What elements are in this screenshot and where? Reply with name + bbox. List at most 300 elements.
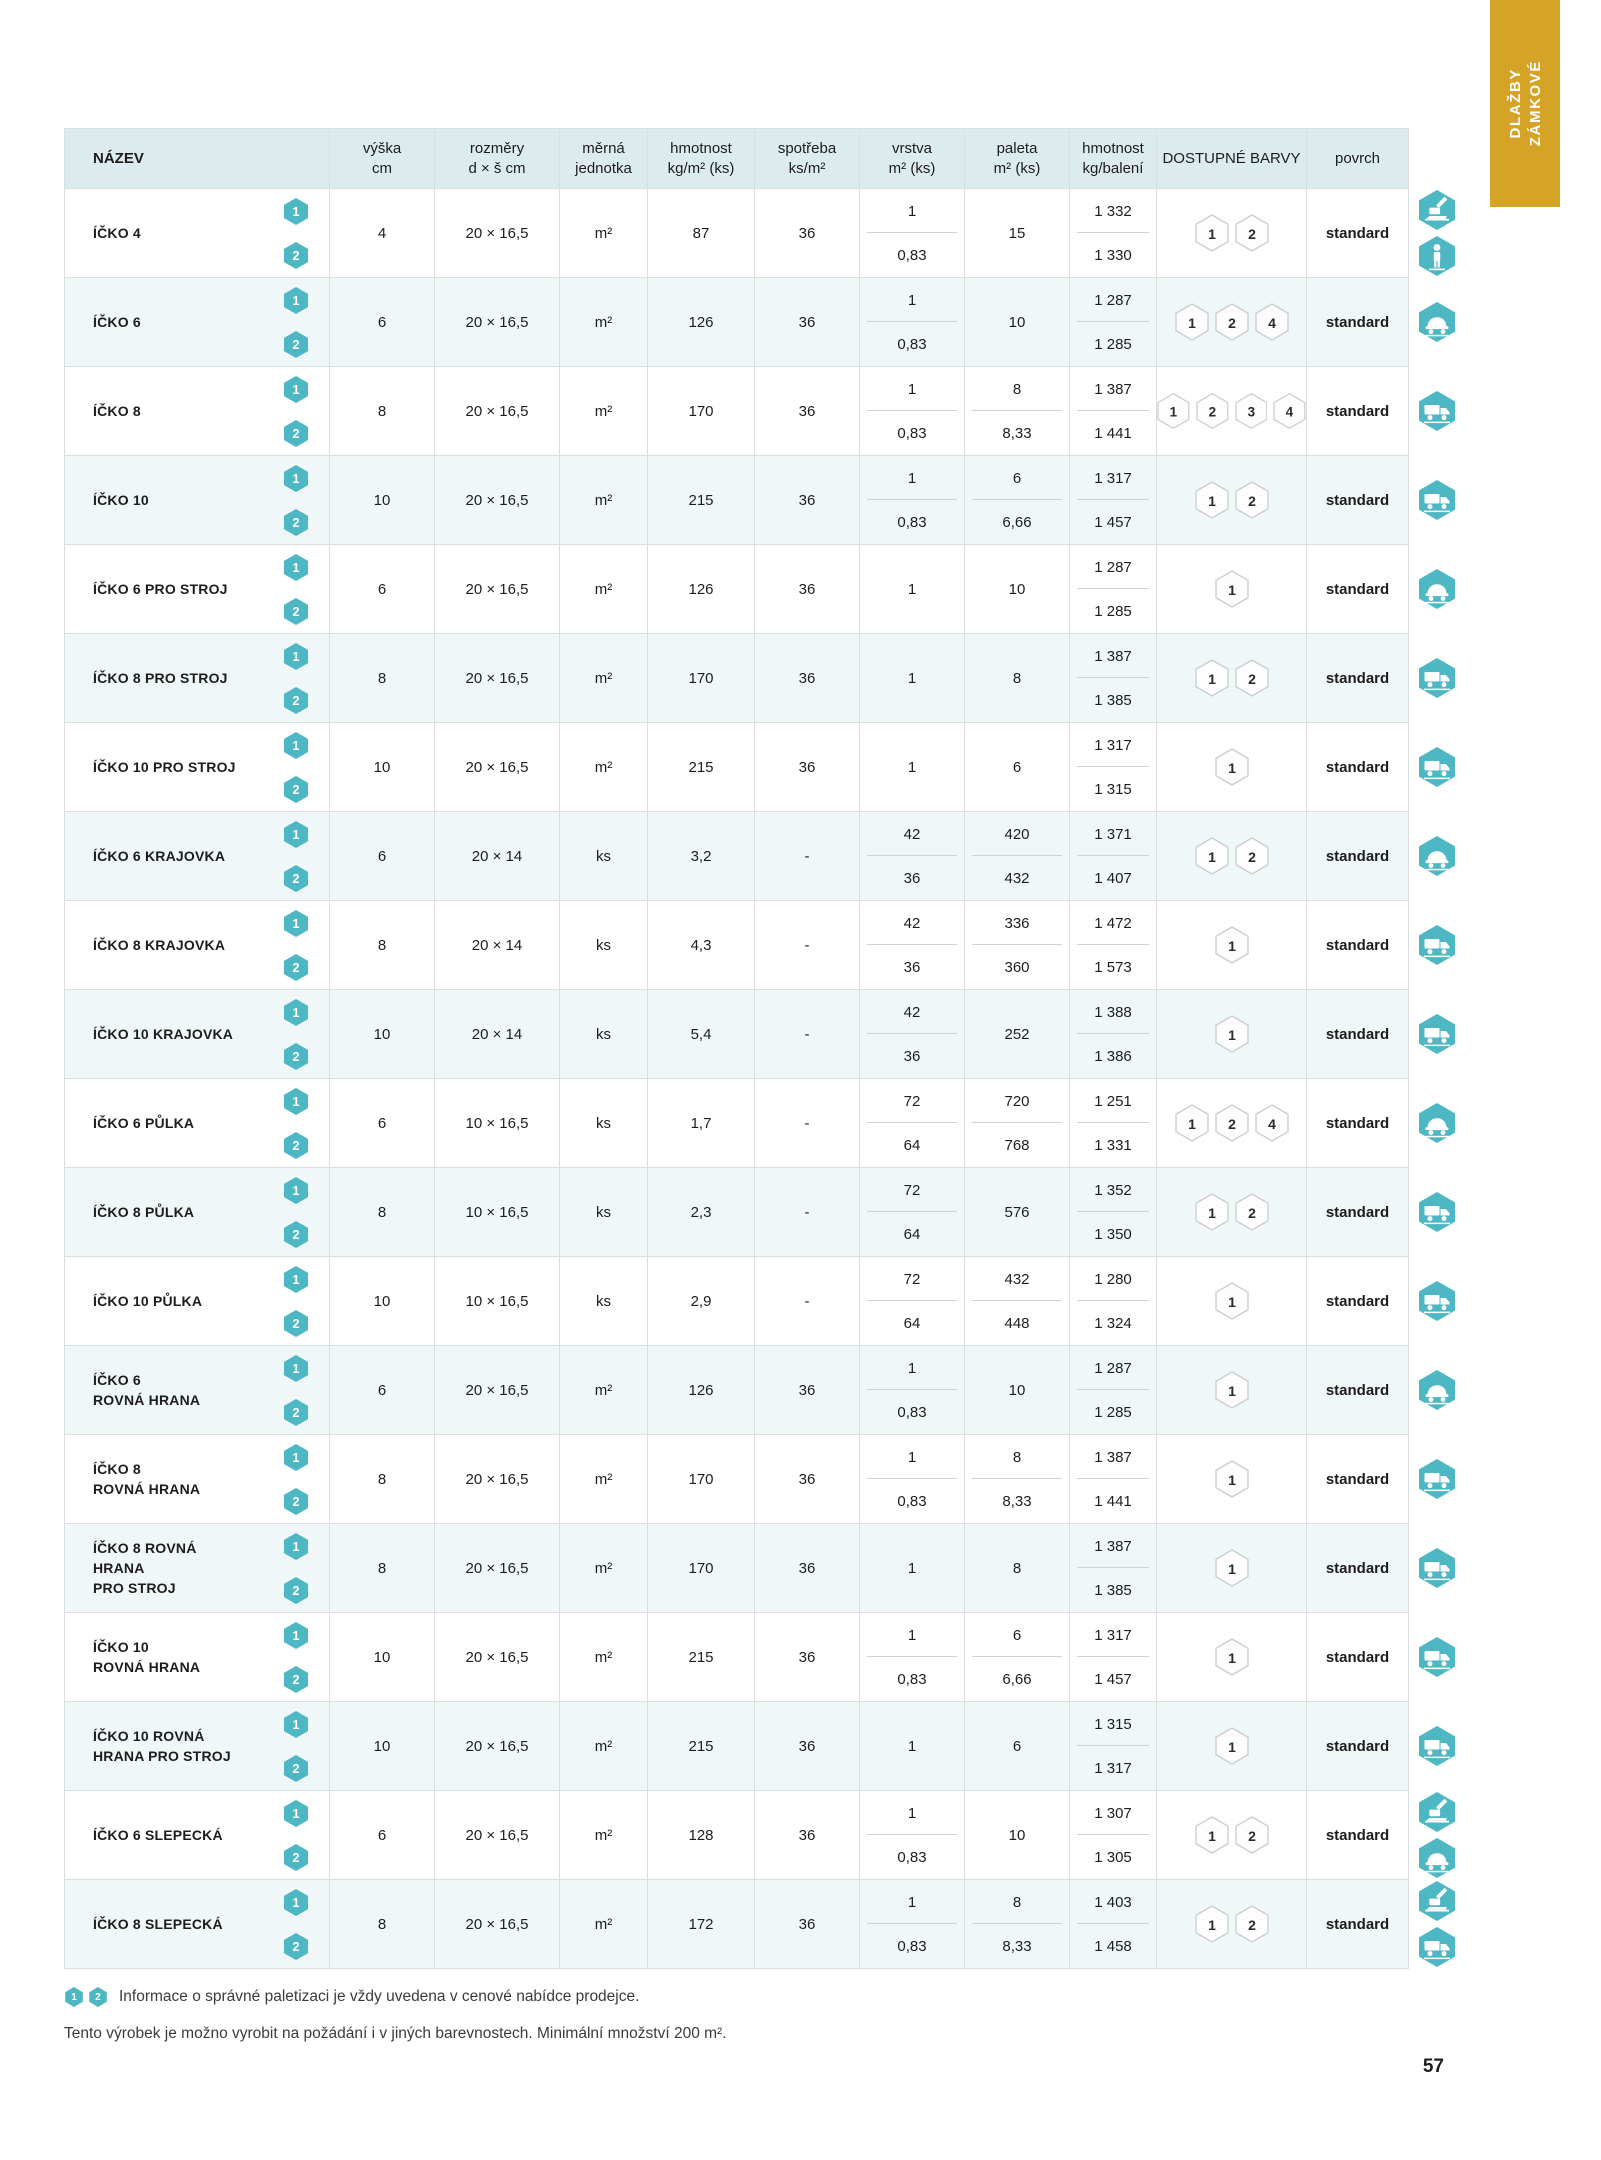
cell-vrstva-value: 1 — [907, 1559, 917, 1577]
product-name: ÍČKO 4 — [93, 224, 141, 241]
cell-hmotnost-value: 126 — [688, 580, 714, 598]
col-header-paleta: paleta m² (ks) — [965, 129, 1070, 188]
cell-hmotnost — [648, 1880, 755, 1968]
cell-jednotka — [560, 1346, 648, 1434]
cell-spotreba — [755, 1346, 860, 1434]
load-class-icons — [1418, 1346, 1456, 1434]
cell-spotreba — [755, 901, 860, 989]
load-class-icons — [1418, 278, 1456, 366]
cell-hmotnost — [648, 1524, 755, 1612]
svg-text:2: 2 — [1247, 671, 1256, 687]
color-hexagon-1 — [1157, 392, 1190, 430]
cell-jednotka-value: m² — [594, 313, 613, 331]
cell-spotreba-value: 36 — [798, 1915, 816, 1933]
cell-paleta-sub1: 420 — [965, 812, 1069, 856]
svg-text:1: 1 — [292, 1005, 300, 1020]
svg-text:2: 2 — [292, 426, 300, 441]
cell-vrstva-sub1: 1 — [860, 1346, 964, 1390]
svg-text:1: 1 — [1227, 1472, 1236, 1488]
cell-povrch-value: standard — [1325, 491, 1390, 509]
cell-hmotnost-value: 215 — [688, 1648, 714, 1666]
cell-vyska-value: 4 — [377, 224, 387, 242]
cell-vrstva — [860, 1524, 965, 1612]
svg-text:4: 4 — [1267, 315, 1276, 331]
color-hexagon-1 — [1215, 1015, 1249, 1053]
svg-text:1: 1 — [292, 1717, 300, 1732]
palet-badge-2-icon — [283, 330, 309, 359]
cell-vyska-value: 6 — [377, 580, 387, 598]
color-hexagon-2 — [1215, 303, 1249, 341]
cell-rozmery-value: 20 × 16,5 — [465, 758, 529, 776]
palet-badge-2-icon — [283, 864, 309, 893]
footnotes — [64, 1986, 727, 2043]
cell-jednotka — [560, 812, 648, 900]
cell-vyska-value: 10 — [373, 1025, 391, 1043]
cell-vyska-value: 6 — [377, 1826, 387, 1844]
palet-badge-1-icon — [283, 375, 309, 404]
cell-povrch — [1307, 367, 1408, 455]
palet-badges — [283, 1880, 309, 1968]
color-hexagon-2 — [1235, 1905, 1269, 1943]
svg-text:2: 2 — [1247, 1917, 1256, 1933]
table-row-íčko-4 — [65, 188, 1408, 277]
cell-paleta-value: 8 — [1012, 1559, 1022, 1577]
cell-vyska-value: 8 — [377, 936, 387, 954]
product-name: ÍČKO 10 KRAJOVKA — [93, 1025, 234, 1042]
cell-paleta — [965, 1168, 1070, 1256]
cell-spotreba — [755, 1791, 860, 1879]
svg-text:1: 1 — [1187, 1116, 1196, 1132]
cell-vrstva-sub2: 0,83 — [897, 1937, 927, 1955]
palet-badges — [283, 189, 309, 277]
palet-badges — [283, 723, 309, 811]
table-row-íčko-8-půlka — [65, 1167, 1408, 1256]
cell-jednotka — [560, 901, 648, 989]
cell-baleni-sub2: 1 317 — [1094, 1759, 1132, 1777]
color-hexagon-1 — [1195, 659, 1229, 697]
cell-hmotnost-value: 1,7 — [690, 1114, 712, 1132]
table-row-íčko-6-pro-stroj — [65, 544, 1408, 633]
cell-hmotnost-value: 2,9 — [690, 1292, 712, 1310]
cell-spotreba — [755, 278, 860, 366]
cell-vyska — [330, 901, 435, 989]
cell-hmotnost-value: 126 — [688, 1381, 714, 1399]
palet-badges — [283, 1702, 309, 1790]
cell-hmotnost — [648, 278, 755, 366]
product-name: ÍČKO 8 SLEPECKÁ — [93, 1915, 223, 1932]
palet-badges — [283, 1435, 309, 1523]
svg-text:1: 1 — [292, 1895, 300, 1910]
color-hexagon-1 — [1195, 837, 1229, 875]
color-hexagon-3 — [1235, 392, 1268, 430]
section-tab-line-1: DLAŽBY — [1506, 68, 1524, 139]
cell-baleni-sub1: 1 251 — [1070, 1079, 1156, 1123]
table-header-row — [65, 129, 1408, 188]
cell-vyska-value: 8 — [377, 1203, 387, 1221]
cell-baleni — [1070, 1702, 1157, 1790]
cell-paleta — [965, 723, 1070, 811]
cell-spotreba — [755, 1079, 860, 1167]
cell-barvy — [1157, 1702, 1307, 1790]
cell-jednotka-value: m² — [594, 1648, 613, 1666]
cell-jednotka — [560, 1702, 648, 1790]
product-name: ÍČKO 6 SLEPECKÁ — [93, 1826, 223, 1843]
cell-vrstva-sub2: 0,83 — [897, 1403, 927, 1421]
cell-povrch — [1307, 545, 1408, 633]
svg-text:1: 1 — [292, 471, 300, 486]
palet-badge-1-icon — [283, 1888, 309, 1917]
product-name: ÍČKO 6 PRO STROJ — [93, 580, 228, 597]
cell-vrstva-sub2: 0,83 — [897, 513, 927, 531]
cell-jednotka — [560, 189, 648, 277]
cell-spotreba-value: 36 — [798, 669, 816, 687]
cell-product-name — [65, 634, 330, 722]
footnote-custom-colors-text: Tento výrobek je možno vyrobit na požádání i v jiných barevnostech. Minimální množství 200 m². — [64, 2025, 727, 2042]
section-tab-line-2: ZÁMKOVÉ — [1526, 60, 1544, 147]
cell-rozmery — [435, 723, 560, 811]
palet-badge-2-icon — [283, 686, 309, 715]
cell-paleta-value: 8 — [1012, 669, 1022, 687]
cell-baleni-sub1: 1 315 — [1070, 1702, 1156, 1746]
cell-baleni-sub2: 1 285 — [1094, 602, 1132, 620]
product-name: ÍČKO 8 ROVNÁ HRANA — [93, 1460, 201, 1497]
load-class-icons — [1418, 456, 1456, 544]
cell-spotreba-value: - — [804, 1025, 810, 1043]
product-name: ÍČKO 8 ROVNÁ HRANA PRO STROJ — [93, 1539, 197, 1597]
cell-product-name — [65, 901, 330, 989]
svg-text:2: 2 — [1227, 315, 1236, 331]
cell-vyska-value: 8 — [377, 669, 387, 687]
cell-vyska — [330, 189, 435, 277]
truck-icon — [1418, 1725, 1456, 1767]
cell-vrstva-sub1: 72 — [860, 1168, 964, 1212]
car-icon — [1418, 568, 1456, 610]
footnote-badge-2-icon — [88, 1986, 108, 2008]
cell-hmotnost-value: 87 — [692, 224, 710, 242]
cell-povrch-value: standard — [1325, 1826, 1390, 1844]
cell-jednotka-value: m² — [594, 669, 613, 687]
load-class-icons — [1418, 1702, 1456, 1790]
cell-hmotnost — [648, 723, 755, 811]
svg-text:1: 1 — [292, 382, 300, 397]
cell-barvy — [1157, 456, 1307, 544]
cell-barvy — [1157, 1346, 1307, 1434]
cell-baleni-sub1: 1 317 — [1070, 723, 1156, 767]
svg-text:1: 1 — [1187, 315, 1196, 331]
palet-badge-2-icon — [283, 1576, 309, 1605]
cell-povrch-value: standard — [1325, 1470, 1390, 1488]
cell-vyska — [330, 1702, 435, 1790]
cell-vrstva-sub2: 0,83 — [897, 1492, 927, 1510]
col-header-vrstva: vrstva m² (ks) — [860, 129, 965, 188]
cell-povrch — [1307, 1524, 1408, 1612]
cell-jednotka-value: ks — [596, 1025, 611, 1043]
cell-baleni — [1070, 634, 1157, 722]
cell-vrstva-sub1: 42 — [860, 901, 964, 945]
cell-povrch — [1307, 1435, 1408, 1523]
svg-text:1: 1 — [1207, 493, 1216, 509]
color-hexagon-1 — [1215, 748, 1249, 786]
load-class-icons — [1418, 367, 1456, 455]
cell-povrch-value: standard — [1325, 1025, 1390, 1043]
cell-povrch-value: standard — [1325, 936, 1390, 954]
svg-text:1: 1 — [1207, 849, 1216, 865]
cell-spotreba — [755, 812, 860, 900]
product-name: ÍČKO 8 PRO STROJ — [93, 669, 228, 686]
palet-badge-2-icon — [283, 953, 309, 982]
cell-rozmery-value: 20 × 16,5 — [465, 1737, 529, 1755]
cell-baleni-sub1: 1 317 — [1070, 456, 1156, 500]
truck-icon — [1418, 1013, 1456, 1055]
cell-vrstva — [860, 189, 965, 277]
svg-text:4: 4 — [1267, 1116, 1276, 1132]
svg-text:2: 2 — [1247, 1205, 1256, 1221]
table-row-íčko-8-pro-stroj — [65, 633, 1408, 722]
cell-vrstva — [860, 1613, 965, 1701]
cell-vyska — [330, 1613, 435, 1701]
cell-hmotnost — [648, 1435, 755, 1523]
color-hexagon-2 — [1235, 659, 1269, 697]
cell-baleni — [1070, 1346, 1157, 1434]
cell-paleta-value: 10 — [1008, 1826, 1026, 1844]
cell-vrstva-sub1: 72 — [860, 1079, 964, 1123]
cell-baleni-sub1: 1 307 — [1070, 1791, 1156, 1835]
cell-rozmery-value: 20 × 16,5 — [465, 1915, 529, 1933]
cell-povrch-value: standard — [1325, 1559, 1390, 1577]
cell-baleni-sub2: 1 385 — [1094, 1581, 1132, 1599]
product-name: ÍČKO 10 PŮLKA — [93, 1292, 203, 1309]
cell-paleta-value: 6 — [1012, 758, 1022, 776]
cell-povrch — [1307, 1079, 1408, 1167]
col-header-baleni: hmotnost kg/balení — [1070, 129, 1157, 188]
cell-baleni-sub1: 1 287 — [1070, 545, 1156, 589]
cell-paleta-sub2: 768 — [1004, 1136, 1030, 1154]
cell-paleta — [965, 189, 1070, 277]
svg-text:4: 4 — [1285, 404, 1294, 420]
cell-baleni-sub1: 1 287 — [1070, 278, 1156, 322]
svg-text:1: 1 — [1227, 1294, 1236, 1310]
cell-povrch-value: standard — [1325, 402, 1390, 420]
cell-spotreba — [755, 456, 860, 544]
table-row-íčko-8-rovná-hrana-pro-stroj — [65, 1523, 1408, 1612]
cell-rozmery-value: 20 × 16,5 — [465, 580, 529, 598]
table-row-íčko-8-slepecká — [65, 1879, 1408, 1968]
svg-text:2: 2 — [1247, 226, 1256, 242]
cell-vrstva-sub1: 1 — [860, 1435, 964, 1479]
load-class-icons — [1418, 1791, 1456, 1879]
cell-baleni — [1070, 1524, 1157, 1612]
cell-vyska-value: 6 — [377, 847, 387, 865]
palet-badge-1-icon — [283, 1354, 309, 1383]
cell-baleni-sub2: 1 324 — [1094, 1314, 1132, 1332]
cell-vrstva-sub1: 72 — [860, 1257, 964, 1301]
cell-povrch — [1307, 990, 1408, 1078]
cell-barvy — [1157, 278, 1307, 366]
cell-povrch — [1307, 634, 1408, 722]
cell-hmotnost — [648, 1346, 755, 1434]
cell-vrstva-sub2: 0,83 — [897, 246, 927, 264]
cell-vrstva-sub1: 1 — [860, 456, 964, 500]
svg-text:2: 2 — [292, 1494, 300, 1509]
cell-paleta-value: 252 — [1004, 1025, 1030, 1043]
cell-vrstva-sub2: 36 — [903, 1047, 921, 1065]
cell-baleni-sub2: 1 285 — [1094, 335, 1132, 353]
svg-text:2: 2 — [292, 871, 300, 886]
color-hexagon-1 — [1175, 303, 1209, 341]
palet-badge-1-icon — [283, 1621, 309, 1650]
svg-text:1: 1 — [292, 204, 300, 219]
cell-vrstva — [860, 456, 965, 544]
cell-vyska — [330, 634, 435, 722]
cell-hmotnost — [648, 189, 755, 277]
cell-vrstva-sub2: 0,83 — [897, 424, 927, 442]
cell-vrstva-sub2: 64 — [903, 1225, 921, 1243]
cell-rozmery-value: 20 × 16,5 — [465, 669, 529, 687]
cell-spotreba — [755, 367, 860, 455]
cell-jednotka — [560, 990, 648, 1078]
cell-product-name — [65, 1613, 330, 1701]
cell-paleta — [965, 812, 1070, 900]
cell-hmotnost-value: 170 — [688, 1559, 714, 1577]
palet-badges — [283, 1524, 309, 1612]
cell-barvy — [1157, 1880, 1307, 1968]
cell-rozmery — [435, 1613, 560, 1701]
palet-badge-1-icon — [283, 1265, 309, 1294]
table-row-íčko-10-rovná-hrana — [65, 1612, 1408, 1701]
cell-product-name — [65, 189, 330, 277]
cell-paleta-sub1: 720 — [965, 1079, 1069, 1123]
cell-paleta-sub2: 8,33 — [1002, 1937, 1032, 1955]
col-header-barvy: DOSTUPNÉ BARVY — [1157, 129, 1307, 188]
product-name: ÍČKO 6 ROVNÁ HRANA — [93, 1371, 201, 1408]
color-hexagon-1 — [1215, 1460, 1249, 1498]
compactor-icon — [1418, 1791, 1456, 1833]
cell-paleta — [965, 1346, 1070, 1434]
cell-baleni-sub1: 1 388 — [1070, 990, 1156, 1034]
cell-povrch-value: standard — [1325, 224, 1390, 242]
cell-hmotnost — [648, 634, 755, 722]
cell-vrstva — [860, 1435, 965, 1523]
cell-rozmery-value: 20 × 16,5 — [465, 1648, 529, 1666]
cell-vyska — [330, 1524, 435, 1612]
cell-vrstva-sub1: 1 — [860, 367, 964, 411]
cell-vrstva — [860, 545, 965, 633]
cell-vyska — [330, 545, 435, 633]
color-hexagon-1 — [1215, 1282, 1249, 1320]
cell-baleni-sub2: 1 457 — [1094, 1670, 1132, 1688]
cell-baleni — [1070, 1257, 1157, 1345]
cell-paleta-sub2: 6,66 — [1002, 513, 1032, 531]
cell-product-name — [65, 278, 330, 366]
palet-badges — [283, 1791, 309, 1879]
cell-rozmery — [435, 1791, 560, 1879]
cell-hmotnost-value: 215 — [688, 758, 714, 776]
load-class-icons — [1418, 189, 1456, 277]
cell-hmotnost-value: 2,3 — [690, 1203, 712, 1221]
cell-spotreba-value: 36 — [798, 1559, 816, 1577]
svg-text:2: 2 — [95, 1992, 101, 2004]
product-name: ÍČKO 10 ROVNÁ HRANA — [93, 1638, 201, 1675]
color-hexagon-1 — [1215, 1371, 1249, 1409]
cell-product-name — [65, 1257, 330, 1345]
cell-rozmery — [435, 1079, 560, 1167]
svg-text:1: 1 — [1207, 1917, 1216, 1933]
cell-baleni — [1070, 367, 1157, 455]
palet-badges — [283, 990, 309, 1078]
cell-povrch — [1307, 456, 1408, 544]
cell-baleni — [1070, 189, 1157, 277]
palet-badge-1-icon — [283, 286, 309, 315]
cell-povrch-value: standard — [1325, 1114, 1390, 1132]
truck-icon — [1418, 1636, 1456, 1678]
cell-rozmery — [435, 456, 560, 544]
cell-vyska-value: 8 — [377, 1915, 387, 1933]
cell-vyska — [330, 1791, 435, 1879]
cell-vrstva — [860, 1791, 965, 1879]
cell-product-name — [65, 723, 330, 811]
cell-baleni-sub1: 1 403 — [1070, 1880, 1156, 1924]
cell-spotreba — [755, 189, 860, 277]
cell-jednotka-value: m² — [594, 491, 613, 509]
svg-text:1: 1 — [1207, 671, 1216, 687]
cell-spotreba — [755, 990, 860, 1078]
cell-spotreba-value: 36 — [798, 313, 816, 331]
cell-vrstva-sub2: 64 — [903, 1314, 921, 1332]
svg-text:2: 2 — [292, 515, 300, 530]
svg-text:2: 2 — [292, 1761, 300, 1776]
table-row-íčko-8-krajovka — [65, 900, 1408, 989]
truck-icon — [1418, 657, 1456, 699]
cell-baleni — [1070, 1791, 1157, 1879]
color-hexagon-2 — [1215, 1104, 1249, 1142]
cell-rozmery — [435, 1168, 560, 1256]
cell-vrstva — [860, 367, 965, 455]
cell-spotreba — [755, 545, 860, 633]
cell-barvy — [1157, 189, 1307, 277]
cell-vyska — [330, 812, 435, 900]
cell-rozmery — [435, 634, 560, 722]
cell-vrstva — [860, 723, 965, 811]
cell-baleni-sub2: 1 441 — [1094, 1492, 1132, 1510]
color-hexagon-1 — [1215, 1727, 1249, 1765]
cell-vrstva — [860, 1702, 965, 1790]
palet-badge-2-icon — [283, 1932, 309, 1961]
cell-jednotka-value: ks — [596, 1114, 611, 1132]
cell-vyska-value: 10 — [373, 1292, 391, 1310]
cell-paleta — [965, 1791, 1070, 1879]
cell-vrstva — [860, 1880, 965, 1968]
col-header-nazev: NÁZEV — [65, 129, 330, 188]
cell-rozmery — [435, 189, 560, 277]
truck-icon — [1418, 1547, 1456, 1589]
cell-rozmery-value: 20 × 16,5 — [465, 402, 529, 420]
cell-vrstva-value: 1 — [907, 758, 917, 776]
cell-spotreba-value: 36 — [798, 1381, 816, 1399]
cell-product-name — [65, 1435, 330, 1523]
product-name: ÍČKO 8 — [93, 402, 141, 419]
cell-baleni — [1070, 1880, 1157, 1968]
cell-hmotnost — [648, 1168, 755, 1256]
svg-text:1: 1 — [1227, 1383, 1236, 1399]
palet-badges — [283, 367, 309, 455]
cell-povrch — [1307, 1257, 1408, 1345]
palet-badge-2-icon — [283, 1131, 309, 1160]
col-header-rozmery: rozměry d × š cm — [435, 129, 560, 188]
palet-badge-2-icon — [283, 241, 309, 270]
svg-text:1: 1 — [292, 1094, 300, 1109]
cell-spotreba-value: - — [804, 1292, 810, 1310]
palet-badge-2-icon — [283, 1220, 309, 1249]
